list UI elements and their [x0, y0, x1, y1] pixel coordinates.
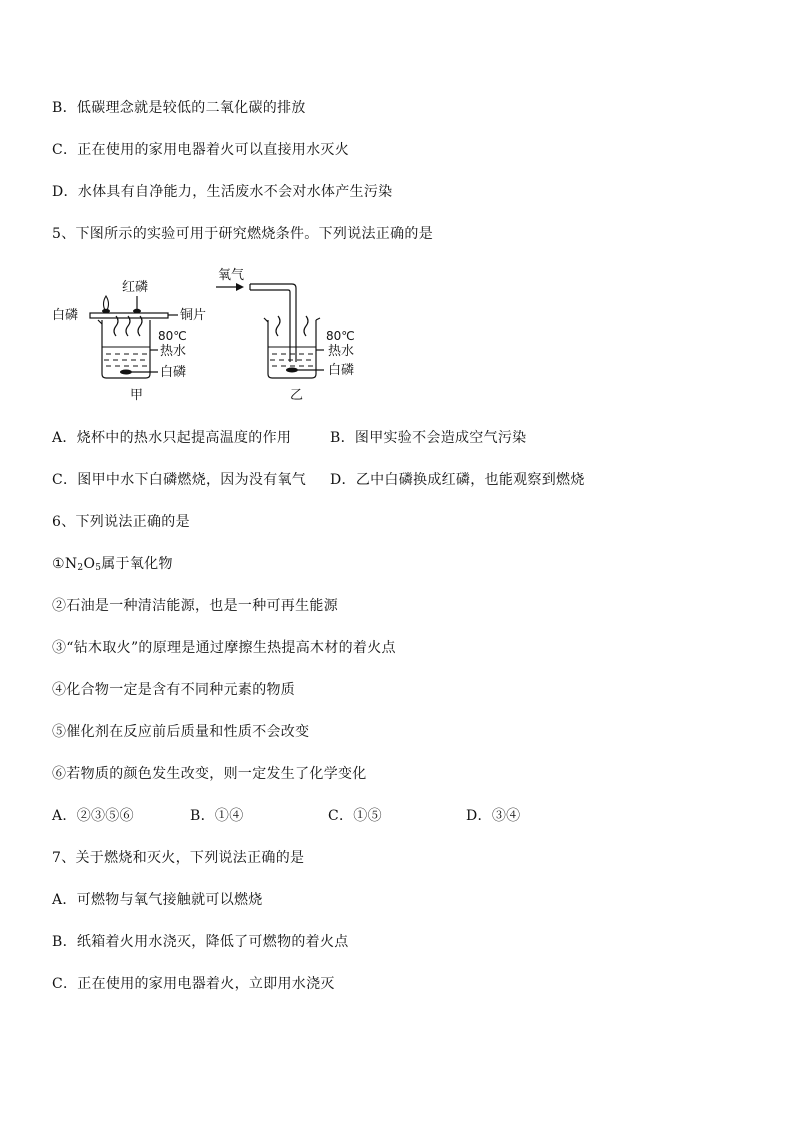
q5-option-c: C．图甲中水下白磷燃烧，因为没有氧气: [52, 472, 307, 488]
q6-option-b: B．①④: [190, 808, 244, 824]
q6-statement-3: ③“钻木取火”的原理是通过摩擦生热提高木材的着火点: [52, 640, 396, 656]
combustion-experiment-figure: [50, 262, 370, 408]
q4-option-d: D．水体具有自净能力，生活废水不会对水体产生污染: [52, 184, 393, 200]
q5-stem: 5、下图所示的实验可用于研究燃烧条件。下列说法正确的是: [52, 226, 434, 242]
q6-statement-1: [52, 554, 173, 574]
q6-statement-6: ⑥若物质的颜色发生改变，则一定发生了化学变化: [52, 766, 367, 782]
q7-stem: 7、关于燃烧和灭火，下列说法正确的是: [52, 850, 305, 866]
q6-option-d: D．③④: [466, 808, 521, 824]
label-temperature-left: 80℃: [158, 329, 187, 343]
q6-stem: 6、下列说法正确的是: [52, 514, 190, 530]
q4-option-c: C．正在使用的家用电器着火可以直接用水灭火: [52, 142, 350, 158]
q6-s1-post: 属于氧化物: [101, 556, 173, 572]
q6-s1-pre: ①N: [52, 556, 78, 572]
oxygen-arrow-icon: [236, 283, 244, 291]
apparatus-yi: [216, 268, 355, 403]
q6-s1-mid: O: [83, 556, 96, 572]
label-white-phosphorus-bottom: 白磷: [160, 365, 187, 380]
q5-option-b: B．图甲实验不会造成空气污染: [330, 430, 527, 446]
oxygen-tube: [250, 284, 296, 362]
q4-option-b: B．低碳理念就是较低的二氧化碳的排放: [52, 100, 306, 116]
label-white-phosphorus-right: 白磷: [328, 363, 355, 378]
label-oxygen: 氧气: [218, 268, 245, 283]
q7-option-a: A．可燃物与氧气接触就可以燃烧: [52, 892, 263, 908]
q6-statement-4: ④化合物一定是含有不同种元素的物质: [52, 682, 296, 698]
label-temperature-right: 80℃: [326, 329, 355, 343]
white-phosphorus-right: [286, 368, 298, 373]
white-phosphorus-underwater: [120, 370, 132, 375]
red-phosphorus: [133, 309, 141, 313]
q6-option-c: C．①⑤: [328, 808, 382, 824]
label-hot-water-left: 热水: [160, 344, 187, 359]
caption-jia: 甲: [130, 388, 144, 403]
q6-s1-sub1: 2: [77, 563, 84, 573]
q6-statement-5: ⑤催化剂在反应前后质量和性质不会改变: [52, 724, 310, 740]
caption-yi: 乙: [290, 388, 304, 403]
label-red-phosphorus: 红磷: [122, 280, 149, 295]
q5-option-a: A．烧杯中的热水只起提高温度的作用: [52, 430, 292, 446]
q7-option-c: C．正在使用的家用电器着火，立即用水浇灭: [52, 976, 335, 992]
label-copper-sheet: 铜片: [180, 308, 207, 323]
label-hot-water-right: 热水: [328, 344, 355, 359]
q7-option-b: B．纸箱着火用水浇灭，降低了可燃物的着火点: [52, 934, 349, 950]
q6-option-a: A．②③⑤⑥: [52, 808, 134, 824]
q6-statement-2: ②石油是一种清洁能源，也是一种可再生能源: [52, 598, 338, 614]
q5-option-d: D．乙中白磷换成红磷，也能观察到燃烧: [330, 472, 585, 488]
label-white-phosphorus-top: 白磷: [52, 308, 79, 323]
q6-s1-sub2: 5: [95, 563, 102, 573]
apparatus-jia: [52, 279, 206, 403]
